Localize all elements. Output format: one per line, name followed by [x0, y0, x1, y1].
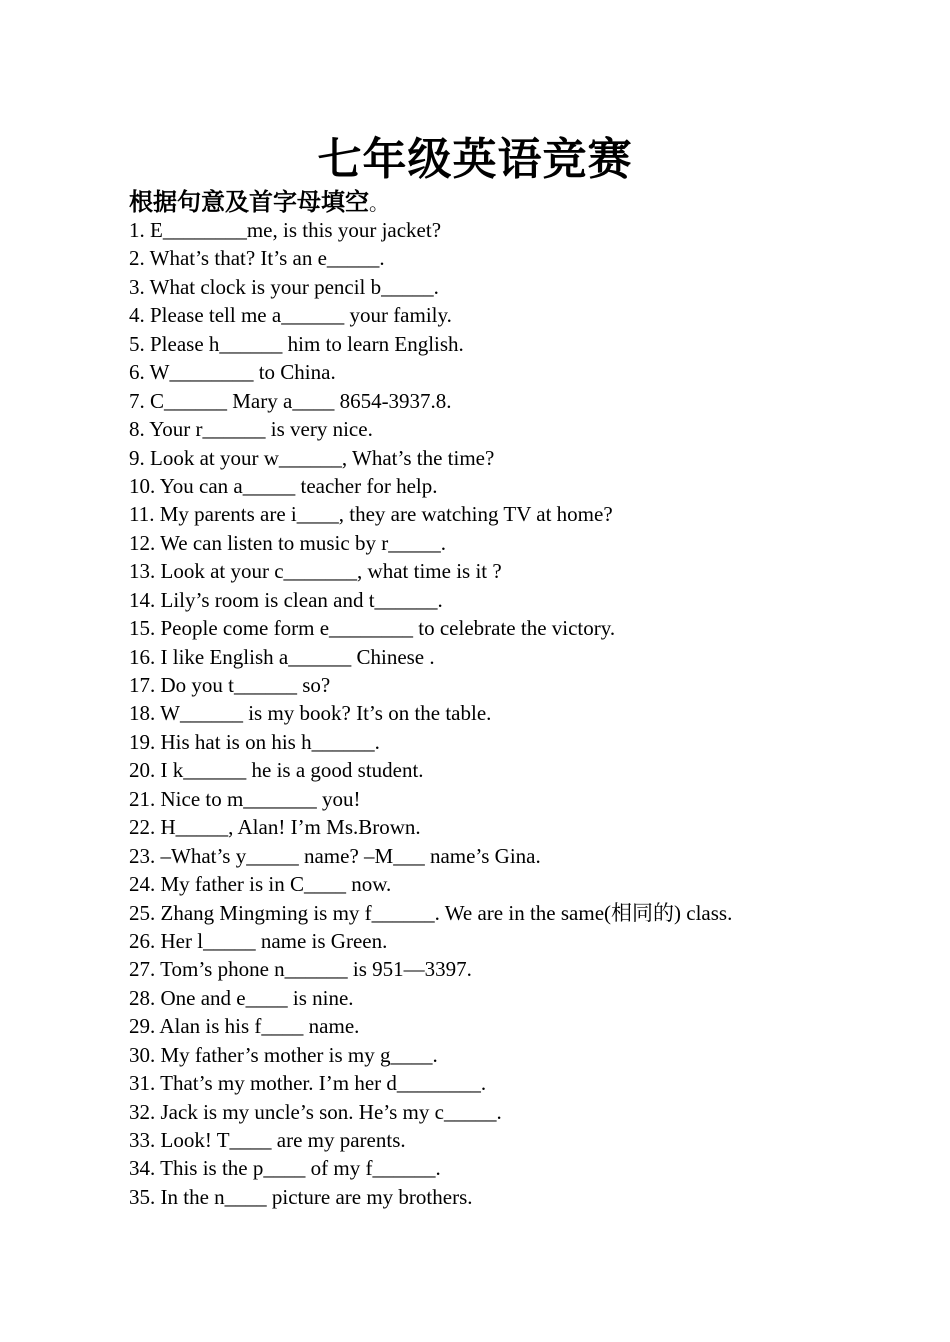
page-title: 七年级英语竞赛 [317, 134, 633, 185]
question-25: 25. Zhang Mingming is my f______. We are in the same(相同的) class. [129, 900, 733, 925]
question-8: 8. Your r______ is very nice. [129, 417, 373, 442]
question-35: 35. In the n____ picture are my brothers. [129, 1184, 473, 1209]
question-19: 19. His hat is on his h______. [129, 729, 380, 754]
instruction-punctuation: 。 [369, 191, 389, 215]
question-13: 13. Look at your c_______, what time is it ? [129, 559, 502, 584]
question-14: 14. Lily’s room is clean and t______. [129, 587, 443, 612]
question-7: 7. C______ Mary a____ 8654-3937.8. [129, 388, 452, 413]
question-2: 2. What’s that? It’s an e_____. [129, 246, 385, 271]
question-4: 4. Please tell me a______ your family. [129, 303, 452, 328]
question-21: 21. Nice to m_______ you! [129, 786, 361, 811]
question-5: 5. Please h______ him to learn English. [129, 331, 464, 356]
question-28: 28. One and e____ is nine. [129, 985, 354, 1010]
question-15: 15. People come form e________ to celebrate the victory. [129, 616, 616, 641]
question-22: 22. H_____, Alan! I’m Ms.Brown. [129, 815, 421, 840]
question-31: 31. That’s my mother. I’m her d________. [129, 1071, 487, 1096]
question-list [129, 216, 919, 1211]
question-23: 23. –What’s y_____ name? –M___ name’s Gina. [129, 843, 541, 868]
question-17: 17. Do you t______ so? [129, 673, 331, 697]
question-9: 9. Look at your w______, What’s the time? [129, 445, 495, 470]
question-3: 3. What clock is your pencil b_____. [129, 274, 439, 299]
question-32: 32. Jack is my uncle’s son. He’s my c_____. [129, 1099, 502, 1124]
question-29: 29. Alan is his f____ name. [129, 1014, 360, 1039]
question-20: 20. I k______ he is a good student. [129, 758, 424, 783]
question-30: 30. My father’s mother is my g____. [129, 1042, 438, 1067]
instruction-heading [129, 186, 389, 219]
instruction-text: 根据句意及首字母填空 [129, 187, 369, 216]
question-11: 11. My parents are i____, they are watching TV at home? [129, 502, 613, 527]
question-12: 12. We can listen to music by r_____. [129, 530, 446, 555]
question-27: 27. Tom’s phone n______ is 951—3397. [129, 957, 472, 982]
question-16: 16. I like English a______ Chinese . [129, 644, 435, 669]
question-18: 18. W______ is my book? It’s on the table. [129, 701, 492, 726]
question-24: 24. My father is in C____ now. [129, 872, 392, 897]
question-33: 33. Look! T____ are my parents. [129, 1128, 406, 1152]
question-6: 6. W________ to China. [129, 360, 336, 385]
question-26: 26. Her l_____ name is Green. [129, 928, 388, 953]
question-34: 34. This is the p____ of my f______. [129, 1156, 441, 1181]
question-10: 10. You can a_____ teacher for help. [129, 473, 438, 498]
question-1: 1. E________me, is this your jacket? [129, 218, 442, 242]
